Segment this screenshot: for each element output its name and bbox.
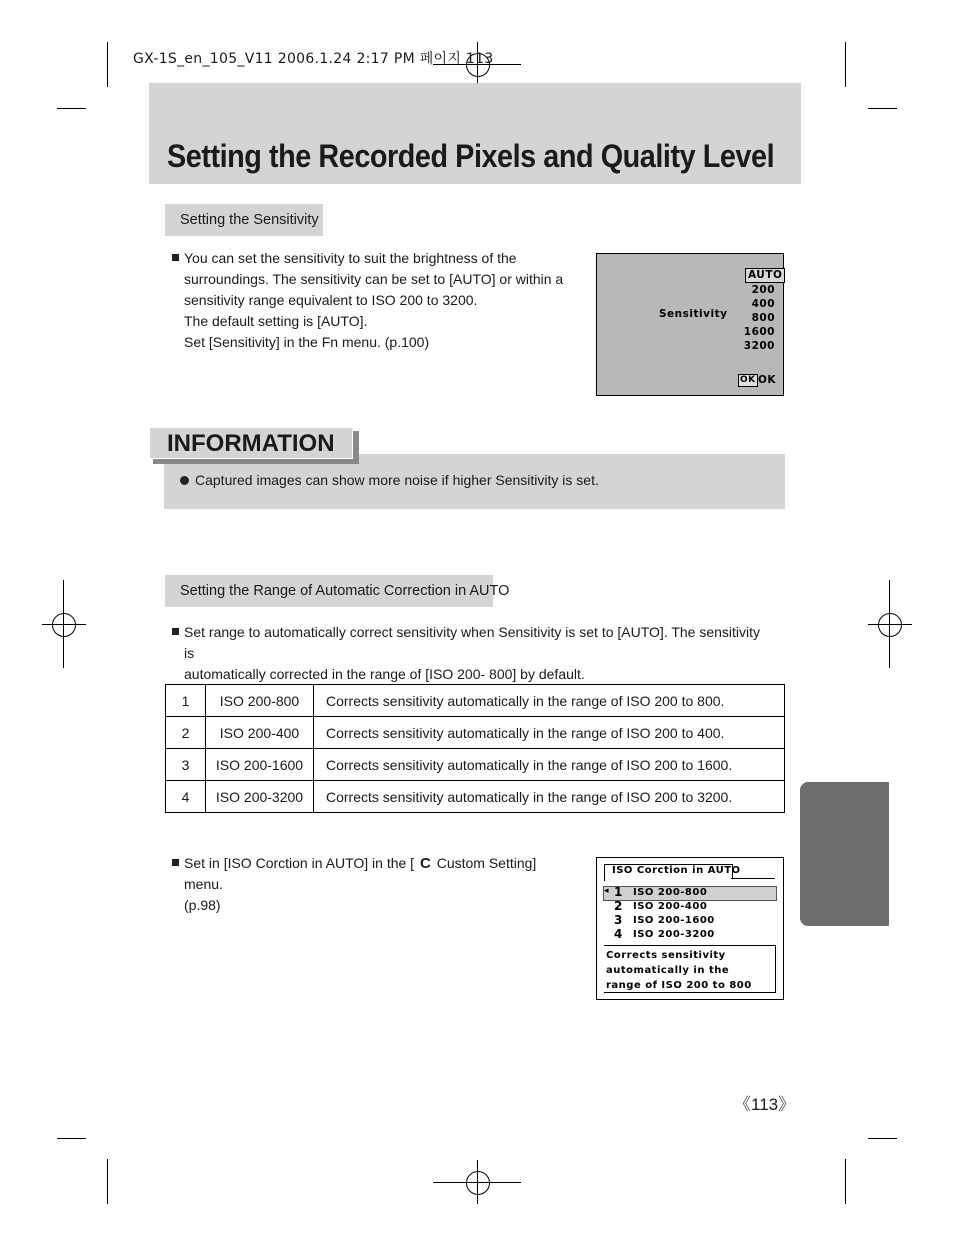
row-description: Corrects sensitivity automatically in the range of ISO 200 to 400. <box>314 717 785 749</box>
row-number: 1 <box>166 685 206 717</box>
ok-key-icon: OK <box>740 375 756 385</box>
lcd-divider <box>604 992 776 993</box>
text-line: Set range to automatically correct sensitivity when Sensitivity is set to [AUTO]. The sensitivity is <box>184 624 761 661</box>
chapter-side-tab <box>800 782 889 926</box>
table-row <box>166 749 785 781</box>
text-line: sensitivity range equivalent to ISO 200 to 3200. <box>184 292 478 308</box>
text-segment: Custom Setting] menu. <box>184 855 537 892</box>
lcd-desc-line: range of ISO 200 to 800 <box>606 980 752 991</box>
text-line: (p.98) <box>184 897 221 913</box>
lcd-option[interactable]: 800 <box>751 312 775 324</box>
table-row <box>166 685 785 717</box>
row-number: 3 <box>166 749 206 781</box>
lcd-divider <box>604 879 605 881</box>
row-description: Corrects sensitivity automatically in the range of ISO 200 to 3200. <box>314 781 785 813</box>
bullet-square-icon <box>172 859 179 866</box>
text-line: automatically corrected in the range of [ISO 200- 800] by default. <box>184 666 585 682</box>
table-row <box>166 717 785 749</box>
lcd-tab-underline <box>731 878 775 879</box>
auto-range-description <box>172 622 772 685</box>
custom-setting-note <box>172 853 572 916</box>
lcd-sensitivity-screen <box>596 253 784 396</box>
print-header: GX-1S_en_105_V11 2006.1.24 2:17 PM 페이지 113 <box>133 51 494 67</box>
information-text: Captured images can show more noise if higher Sensitivity is set. <box>195 472 599 488</box>
information-title: INFORMATION <box>149 427 353 459</box>
lcd-item-number[interactable]: 4 <box>614 927 623 941</box>
text-segment: Set in [ISO Corction in AUTO] in the [ <box>184 855 415 871</box>
lcd-selection-arrow-icon: ◂ <box>604 886 610 896</box>
lcd-divider <box>604 945 775 946</box>
bullet-square-icon <box>172 628 179 635</box>
row-range: ISO 200-1600 <box>206 749 314 781</box>
text-line: You can set the sensitivity to suit the brightness of the <box>184 250 517 266</box>
lcd-item-label[interactable]: ISO 200-800 <box>633 887 708 898</box>
sensitivity-description <box>172 248 572 353</box>
lcd-item-number[interactable]: 3 <box>614 913 623 927</box>
text-line: Set [Sensitivity] in the Fn menu. (p.100) <box>184 334 430 350</box>
page-title: Setting the Recorded Pixels and Quality Level <box>167 138 775 174</box>
page-number: 《113》 <box>734 1095 796 1114</box>
text-line: The default setting is [AUTO]. <box>184 313 368 329</box>
row-number: 2 <box>166 717 206 749</box>
ok-label: OK <box>758 374 777 386</box>
lcd-option[interactable]: 3200 <box>743 340 775 352</box>
lcd-option[interactable]: 1600 <box>743 326 775 338</box>
lcd-option[interactable]: 200 <box>751 284 775 296</box>
lcd-desc-line: Corrects sensitivity <box>606 950 726 961</box>
lcd-item-label[interactable]: ISO 200-1600 <box>633 915 715 926</box>
section-heading-sensitivity: Setting the Sensitivity <box>165 204 323 236</box>
row-range: ISO 200-3200 <box>206 781 314 813</box>
row-number: 4 <box>166 781 206 813</box>
bullet-square-icon <box>172 254 179 261</box>
lcd-iso-auto-screen <box>596 857 784 1000</box>
row-description: Corrects sensitivity automatically in the range of ISO 200 to 1600. <box>314 749 785 781</box>
lcd-item-number[interactable]: 2 <box>614 899 623 913</box>
information-note <box>180 470 770 491</box>
lcd-option-auto[interactable]: AUTO <box>745 268 785 283</box>
row-description: Corrects sensitivity automatically in the range of ISO 200 to 800. <box>314 685 785 717</box>
lcd-sensitivity-label: Sensitivity <box>659 308 728 320</box>
lcd-desc-line: automatically in the <box>606 965 730 976</box>
lcd-item-label[interactable]: ISO 200-400 <box>633 901 708 912</box>
lcd-divider <box>775 945 776 992</box>
lcd-item-number[interactable]: 1 <box>614 885 623 899</box>
iso-range-table <box>165 684 785 813</box>
lcd-option[interactable]: 400 <box>751 298 775 310</box>
lcd-item-label[interactable]: ISO 200-3200 <box>633 929 715 940</box>
text-line: surroundings. The sensitivity can be set to [AUTO] or within a <box>184 271 564 287</box>
bullet-dot-icon <box>180 476 189 485</box>
section-heading-auto-range: Setting the Range of Automatic Correction in AUTO <box>165 575 493 607</box>
row-range: ISO 200-400 <box>206 717 314 749</box>
table-row <box>166 781 785 813</box>
row-range: ISO 200-800 <box>206 685 314 717</box>
lcd-tab-label: ISO Corction in AUTO <box>612 865 741 876</box>
custom-setting-c-icon: C <box>419 855 431 872</box>
